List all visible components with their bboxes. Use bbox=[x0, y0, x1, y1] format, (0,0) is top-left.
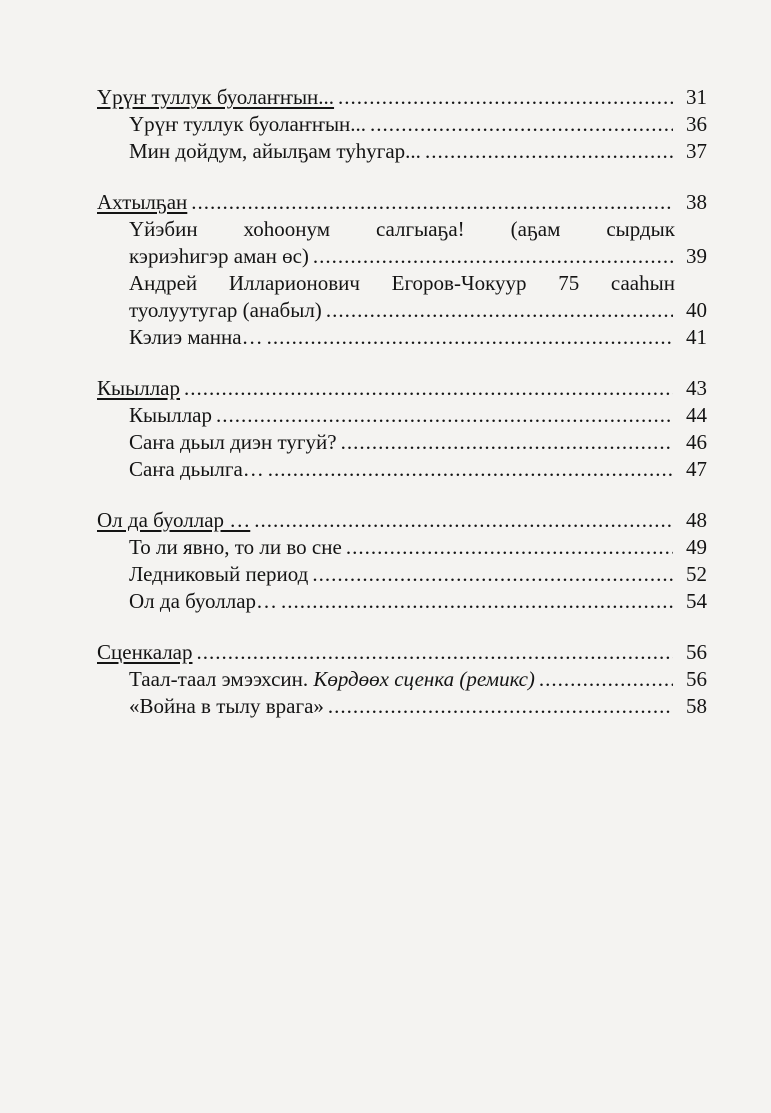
page-number: 43 bbox=[686, 376, 707, 400]
toc-section bbox=[97, 84, 707, 165]
toc-entry-line2 bbox=[97, 297, 707, 324]
leader-dots bbox=[338, 84, 673, 111]
entry-title: Саҥа дьыл диэн тугуй? bbox=[129, 430, 337, 454]
toc-entry bbox=[97, 693, 707, 720]
toc-section-heading bbox=[97, 639, 707, 666]
entry-title-italic: Көрдөөх сценка (ремикс) bbox=[313, 667, 535, 691]
page-number: 38 bbox=[686, 190, 707, 214]
entry-title bbox=[129, 666, 535, 693]
leader-dots bbox=[254, 507, 673, 534]
toc-entry-line1 bbox=[97, 270, 707, 297]
section-title: Сценкалар bbox=[97, 640, 193, 664]
entry-title: Үрүҥ туллук буолаҥҥын... bbox=[129, 112, 367, 136]
page-number: 41 bbox=[686, 325, 707, 349]
toc-entry bbox=[97, 534, 707, 561]
leader-dots bbox=[328, 693, 673, 720]
entry-title: кэриэһигэр аман өс) bbox=[129, 244, 309, 268]
toc-entry bbox=[97, 429, 707, 456]
toc-entry bbox=[97, 561, 707, 588]
leader-dots bbox=[216, 402, 673, 429]
leader-dots bbox=[281, 588, 673, 615]
leader-dots bbox=[312, 561, 673, 588]
leader-dots bbox=[370, 111, 673, 138]
entry-word: сааһын bbox=[610, 271, 675, 295]
leader-dots bbox=[313, 243, 673, 270]
entry-word: 75 bbox=[558, 271, 580, 295]
entry-word: Егоров-Чокуур bbox=[391, 271, 527, 295]
toc-entry bbox=[97, 402, 707, 429]
toc-section-heading bbox=[97, 507, 707, 534]
toc-entry bbox=[97, 324, 707, 351]
leader-dots bbox=[539, 666, 673, 693]
page-number: 48 bbox=[686, 508, 707, 532]
entry-word: Андрей bbox=[129, 271, 198, 295]
entry-title: Саҥа дьылга… bbox=[129, 457, 264, 481]
toc-entry-line2 bbox=[97, 243, 707, 270]
entry-word: салгыаҕа! bbox=[375, 217, 465, 241]
leader-dots bbox=[268, 456, 673, 483]
section-title: Ол да буоллар … bbox=[97, 508, 251, 532]
toc-entry bbox=[97, 666, 707, 693]
toc-section bbox=[97, 375, 707, 483]
toc-entry bbox=[97, 138, 707, 165]
page-number: 52 bbox=[686, 562, 707, 586]
page-number: 56 bbox=[686, 640, 707, 664]
toc-entry bbox=[97, 456, 707, 483]
leader-dots bbox=[346, 534, 673, 561]
leader-dots bbox=[425, 138, 673, 165]
entry-title: «Война в тылу врага» bbox=[129, 694, 324, 718]
page-number: 58 bbox=[686, 694, 707, 718]
leader-dots bbox=[341, 429, 673, 456]
entry-title-plain: Таал-таал эмээхсин. bbox=[129, 667, 314, 691]
entry-title: Кыыллар bbox=[129, 403, 213, 427]
entry-title: Мин дойдум, айылҕам туһугар... bbox=[129, 139, 421, 163]
entry-title: Кэлиэ манна… bbox=[129, 325, 263, 349]
section-title: Үрүҥ туллук буолаҥҥын... bbox=[97, 85, 335, 109]
entry-title: То ли явно, то ли во сне bbox=[129, 535, 342, 559]
page-number: 39 bbox=[686, 244, 707, 268]
entry-title: туолуутугар (анабыл) bbox=[129, 298, 322, 322]
page-number: 54 bbox=[686, 589, 707, 613]
page-number: 40 bbox=[686, 298, 707, 322]
toc-entry-line1 bbox=[97, 216, 707, 243]
table-of-contents bbox=[97, 84, 707, 744]
toc-entry bbox=[97, 588, 707, 615]
toc-section bbox=[97, 639, 707, 720]
leader-dots bbox=[184, 375, 673, 402]
page-number: 47 bbox=[686, 457, 707, 481]
page-number: 56 bbox=[686, 667, 707, 691]
page-number: 44 bbox=[686, 403, 707, 427]
toc-section-heading bbox=[97, 84, 707, 111]
entry-title: Ол да буоллар… bbox=[129, 589, 278, 613]
leader-dots bbox=[326, 297, 673, 324]
toc-section bbox=[97, 189, 707, 351]
toc-section-heading bbox=[97, 375, 707, 402]
section-title: Ахтылҕан bbox=[97, 190, 188, 214]
entry-word: Үйэбин bbox=[129, 217, 198, 241]
entry-title: Ледниковый период bbox=[129, 562, 309, 586]
page-number: 46 bbox=[686, 430, 707, 454]
section-title: Кыыллар bbox=[97, 376, 181, 400]
page-number: 49 bbox=[686, 535, 707, 559]
page-number: 37 bbox=[686, 139, 707, 163]
page-number: 36 bbox=[686, 112, 707, 136]
entry-word: хоһоонум bbox=[243, 217, 330, 241]
page-number: 31 bbox=[686, 85, 707, 109]
toc-entry bbox=[97, 111, 707, 138]
toc-section bbox=[97, 507, 707, 615]
leader-dots bbox=[197, 639, 674, 666]
toc-section-heading bbox=[97, 189, 707, 216]
entry-word: сырдык bbox=[606, 217, 675, 241]
leader-dots bbox=[191, 189, 673, 216]
entry-word: (аҕам bbox=[510, 217, 561, 241]
leader-dots bbox=[267, 324, 673, 351]
entry-word: Илларионович bbox=[228, 271, 360, 295]
